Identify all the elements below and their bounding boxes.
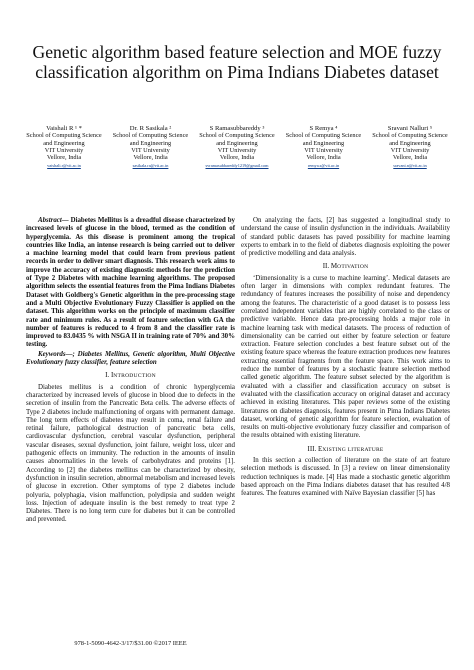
author-location: Vellore, India [306, 154, 341, 162]
author-email-link[interactable]: remya.s@vit.ac.in [307, 163, 340, 169]
author-3 [195, 125, 279, 170]
author-name: Vaishali R ¹ * [46, 125, 82, 132]
author-location: Vellore, India [219, 154, 255, 162]
author-university: VIT University [217, 146, 257, 154]
author-location: Vellore, India [46, 154, 82, 162]
right-column [241, 217, 450, 499]
author-dept: School of Computing Science and Engineering [26, 132, 102, 147]
keywords-label: Keywords—; [38, 350, 75, 358]
paper-title: Genetic algorithm based feature selection and MOE fuzzy classification algorithm on Pima Indians Diabetes dataset [32, 42, 442, 82]
author-dept: School of Computing Science and Engineering [199, 132, 275, 147]
author-location: Vellore, India [392, 154, 428, 162]
author-5 [368, 125, 452, 170]
motivation-paragraph: ‘Dimensionality is a curse to machine learning’. Medical datasets are often larger in dimensions with complex redundant features. The redundancy of features increases the possibility of noise and dependency among the features. The characteristic of a good dataset is to possess less correlated independent variables that are highly correlated to the class or predictive variable. Hence data pre-processing holds a major role in machine learning task with medical datasets. The process of reduction of dimensionality can be carried out either by feature selection or feature extraction. Feature selection concludes a best feature subset out of the existing feature space whereas the feature extraction produces new features extracting essential fragments from the feature space. This work aims to reduce the number of features by a stochastic feature selection method called genetic algorithm. The feature subset selected by the algorithm is evaluated with a classifier and classification accuracy on subset is evaluated with the classification accuracy on original dataset and accuracy achieved in existing literatures. This paper reviews some of the existing literatures on diabetes diagnosis, features present in Pima Indians Diabetes dataset, working of genetic algorithm for feature selection, evaluation of results on multi-objective evolutionary fuzzy classifier and comparison of the results obtained with existing literature. [241, 274, 450, 440]
author-email-link[interactable]: sasikala.ra@vit.ac.in [132, 163, 169, 169]
author-university: VIT University [44, 146, 84, 154]
author-2 [109, 125, 193, 170]
keywords-text: Diabetes Mellitus, Genetic algorithm, Multi Objective Evolutionary fuzzy classifier, feature selection [26, 350, 235, 367]
abstract [26, 217, 235, 350]
keywords [26, 351, 235, 368]
author-4 [282, 125, 366, 170]
author-dept: School of Computing Science and Engineering [285, 132, 362, 147]
abstract-label: Abstract— [38, 217, 69, 224]
author-block [22, 125, 452, 170]
author-email-link[interactable]: sravani.n@vit.ac.in [393, 163, 427, 169]
abstract-text: Diabetes Mellitus is a dreadful disease characterized by increased levels of glucose in the blood, termed as the condition of hyperglycemia. As this disease is prominent among the tropical countries like India, an intense research is being carried out to deliver a machine learning model that could learn from previous patient records in order to deliver smart diagnosis. This research work aims to improve the accuracy of existing diagnostic methods for the prediction of Type 2 Diabetes with machine learning algorithms. The proposed algorithm selects the essential features from the Pima Indians Diabetes Dataset with Goldberg's Genetic algorithm in the pre-processing stage and a Multi Objective Evolutionary Fuzzy Classifier is applied on the dataset. This algorithm works on the principle of maximum classifier rate and minimum rules. As a result of feature selection with GA the number of features is reduced to 4 from 8 and the classifier rate is improved to 83.0435 % with NSGA II in training rate of 70% and 30% testing. [26, 217, 235, 349]
literature-paragraph: In this section a collection of literature on the state of art feature selection methods is discussed. In [3] a review on linear dimensionality reduction techniques is made. [4] Has made a stochastic genetic algorithm based approach on the Pima Indians diabetes dataset that has resulted 4/8 features. The features examined with Naïve Bayesian classifier [5] has [241, 457, 450, 498]
author-location: Vellore, India [133, 154, 168, 162]
copyright-footer: 978-1-5090-4642-3/17/$31.00 ©2017 IEEE [74, 640, 187, 647]
author-dept: School of Computing Science and Engineering [112, 132, 189, 147]
author-university: VIT University [304, 146, 343, 154]
author-name: Sravani Nalluri ⁵ [387, 125, 433, 132]
author-1 [22, 125, 106, 170]
author-name: Dr. R Sasikala ² [129, 125, 172, 132]
section-heading-motivation: II. MOTIVATION [322, 262, 369, 271]
author-university: VIT University [390, 146, 430, 154]
author-name: S Remya ⁴ [309, 125, 338, 132]
right-paragraph-1: On analyzing the facts, [2] has suggested a longitudinal study to understand the cause of insulin dysfunction in the individuals. Availability of standard public datasets has paved possibility for machine learning experts to embark in to the field of diabetes diagnosis exploiting the power of predictive modelling and data analysis. [241, 217, 450, 258]
section-heading-existing-literature: III. EXISTING LITERATURE [307, 444, 384, 453]
author-name: S Ramasubbareddy ³ [209, 125, 265, 132]
author-email-link[interactable]: vaishali.r@vit.ac.in [47, 163, 81, 169]
intro-paragraph: Diabetes mellitus is a condition of chronic hyperglycemia characterized by increased levels of glucose in blood due to defects in the secretion of insulin from the Pancreatic Beta cells. The adverse effects of Type 2 diabetes include malfunctioning of organs with permanent damage. The long term effects of diabetes may result in coma, renal failure and retinal failure, pathological destruction of pancreatic beta cells, cardiovascular dysfunction, cerebral vascular dysfunction, peripheral vascular diseases, sexual dysfunction, joint failure, weight loss, ulcer and pathogenic effects on immunity. The reduction in the amounts of insulin causes abnormalities in the levels of carbohydrates and proteins [1]. According to [2] the diabetes mellitus can be characterized by obesity, dysfunction in insulin secretion, abnormal metabolism and increased levels of glucose in excretion. Other symptoms of type 2 diabetes include polyuria, polyphagia, vision malfunction, polydipsia and sudden weight loss. Injection of adequate insulin is the best remedy to treat type 2 Diabetes. There is no long term cure for diabetes but it can be controlled and prevented. [26, 383, 235, 524]
section-heading-introduction: I. INTRODUCTION [105, 371, 156, 380]
author-dept: School of Computing Science and Engineering [372, 132, 448, 147]
author-email-link[interactable]: svramasubbareddy1219@gmail.com [205, 163, 269, 169]
left-column [26, 217, 235, 525]
author-university: VIT University [131, 146, 170, 154]
